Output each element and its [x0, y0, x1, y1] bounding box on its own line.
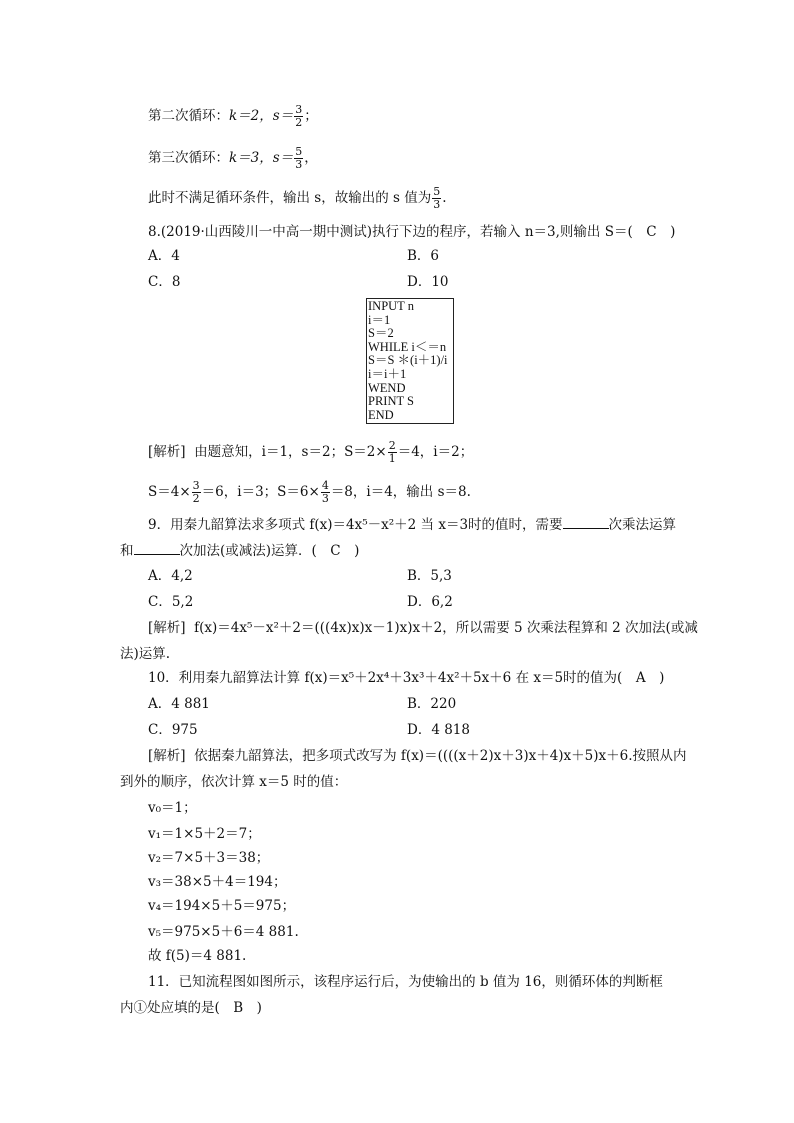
analysis-tag: [解析] — [148, 444, 186, 460]
analysis-tag: [解析] — [148, 620, 186, 636]
q10-step: v₄＝194×5＋5＝975； — [148, 898, 296, 914]
fraction: $\frac{4}{3}$ — [321, 479, 329, 505]
q9-option-b: B．5,3 — [407, 568, 452, 584]
q9-analysis-line-2: 法)运算. — [120, 646, 171, 662]
q9-stem-line-1: 9．用秦九韶算法求多项式 f(x)＝4x⁵－x²＋2 当 x＝3时的值时，需要 次乘法运算 — [148, 514, 676, 535]
q10-analysis-line-2: 到外的顺序，依次计算 x＝5 时的值： — [120, 774, 348, 790]
q8-option-b: B．6 — [407, 248, 440, 264]
code-line: WEND — [368, 380, 406, 395]
analysis-tag: [解析] — [148, 748, 186, 764]
q10-step: v₂＝7×5＋3＝38； — [148, 850, 270, 866]
q10-option-a: A．4 881 — [148, 696, 210, 712]
loop-end-line: 此时不满足循环条件，输出 s，故输出的 s 值为 $\frac{5}{3}$ . — [148, 185, 447, 211]
q10-option-d: D．4 818 — [407, 722, 470, 738]
code-line: PRINT S — [368, 394, 414, 409]
q9-option-c: C．5,2 — [148, 594, 194, 610]
q10-analysis-line-1: [解析] 依据秦九韶算法，把多项式改写为 f(x)＝((((x＋2)x＋3)x＋4)x＋5)x＋6.按照从内 — [148, 748, 687, 764]
q10-conclusion: 故 f(5)＝4 881. — [148, 948, 247, 964]
code-line: INPUT n — [368, 299, 414, 313]
q10-option-c: C．975 — [148, 722, 198, 738]
code-line: S＝2 — [368, 326, 394, 341]
q8-option-c: C．8 — [148, 274, 181, 290]
q8-option-d: D．10 — [407, 274, 449, 290]
q8-analysis-line-1: [解析] 由题意知，i＝1，s＝2；S＝2× $\frac{2}{1}$ ＝4，i＝2； — [148, 439, 474, 465]
q8-stem: 8.(2019·山西陵川一中高一期中测试)执行下边的程序，若输入 n＝3,则输出 S＝( C ) — [148, 224, 676, 240]
q9-option-d: D．6,2 — [407, 594, 453, 610]
loop-3-line: 第三次循环：k＝3，s＝ $\frac{5}{3}$ ， — [148, 145, 318, 171]
answer-blank — [134, 540, 180, 555]
q10-option-b: B．220 — [407, 696, 457, 712]
q10-step: v₃＝38×5＋4＝194； — [148, 874, 287, 890]
code-line: S＝S ＊(i＋1)/i — [368, 353, 448, 368]
q11-stem-line-1: 11．已知流程图如图所示，该程序运行后，为使输出的 b 值为 16，则循环体的判断框 — [148, 974, 663, 990]
q9-option-a: A．4,2 — [148, 568, 193, 584]
q8-analysis-line-2: S＝4× $\frac{3}{2}$ ＝6，i＝3；S＝6× $\frac{4}{3}$ ＝8，i＝4，输出 s＝8. — [148, 479, 471, 505]
loop-2-line: 第二次循环：k＝2，s＝ $\frac{3}{2}$ ； — [148, 103, 318, 129]
code-line: END — [368, 407, 394, 422]
fraction: $\frac{3}{2}$ — [192, 479, 200, 505]
q9-stem-line-2: 和 次加法(或减法)运算．( C ) — [120, 540, 359, 561]
q9-analysis-line-1: [解析] f(x)＝4x⁵－x²＋2＝(((4x)x)x－1)x)x＋2，所以需要 5 次乘法程算和 2 次加法(或减 — [148, 620, 698, 636]
answer-blank — [563, 514, 609, 529]
fraction: $\frac{3}{2}$ — [295, 103, 303, 129]
fraction: $\frac{2}{1}$ — [388, 439, 396, 465]
q10-step: v₁＝1×5＋2＝7； — [148, 826, 261, 842]
q10-step: v₅＝975×5＋6＝4 881. — [148, 924, 299, 940]
q10-step: v₀＝1； — [148, 800, 197, 816]
q10-stem: 10．利用秦九韶算法计算 f(x)＝x⁵＋2x⁴＋3x³＋4x²＋5x＋6 在 x＝5时的值为( A ) — [148, 670, 665, 686]
fraction: $\frac{5}{3}$ — [433, 185, 441, 211]
code-line: WHILE i＜＝n — [368, 339, 447, 354]
code-line: i＝i＋1 — [368, 366, 407, 381]
q11-stem-line-2: 内①处应填的是( B ) — [120, 1000, 262, 1016]
program-code-box — [366, 298, 454, 424]
fraction: $\frac{5}{3}$ — [295, 145, 303, 171]
code-line: i＝1 — [368, 312, 391, 327]
q8-option-a: A．4 — [148, 248, 180, 264]
